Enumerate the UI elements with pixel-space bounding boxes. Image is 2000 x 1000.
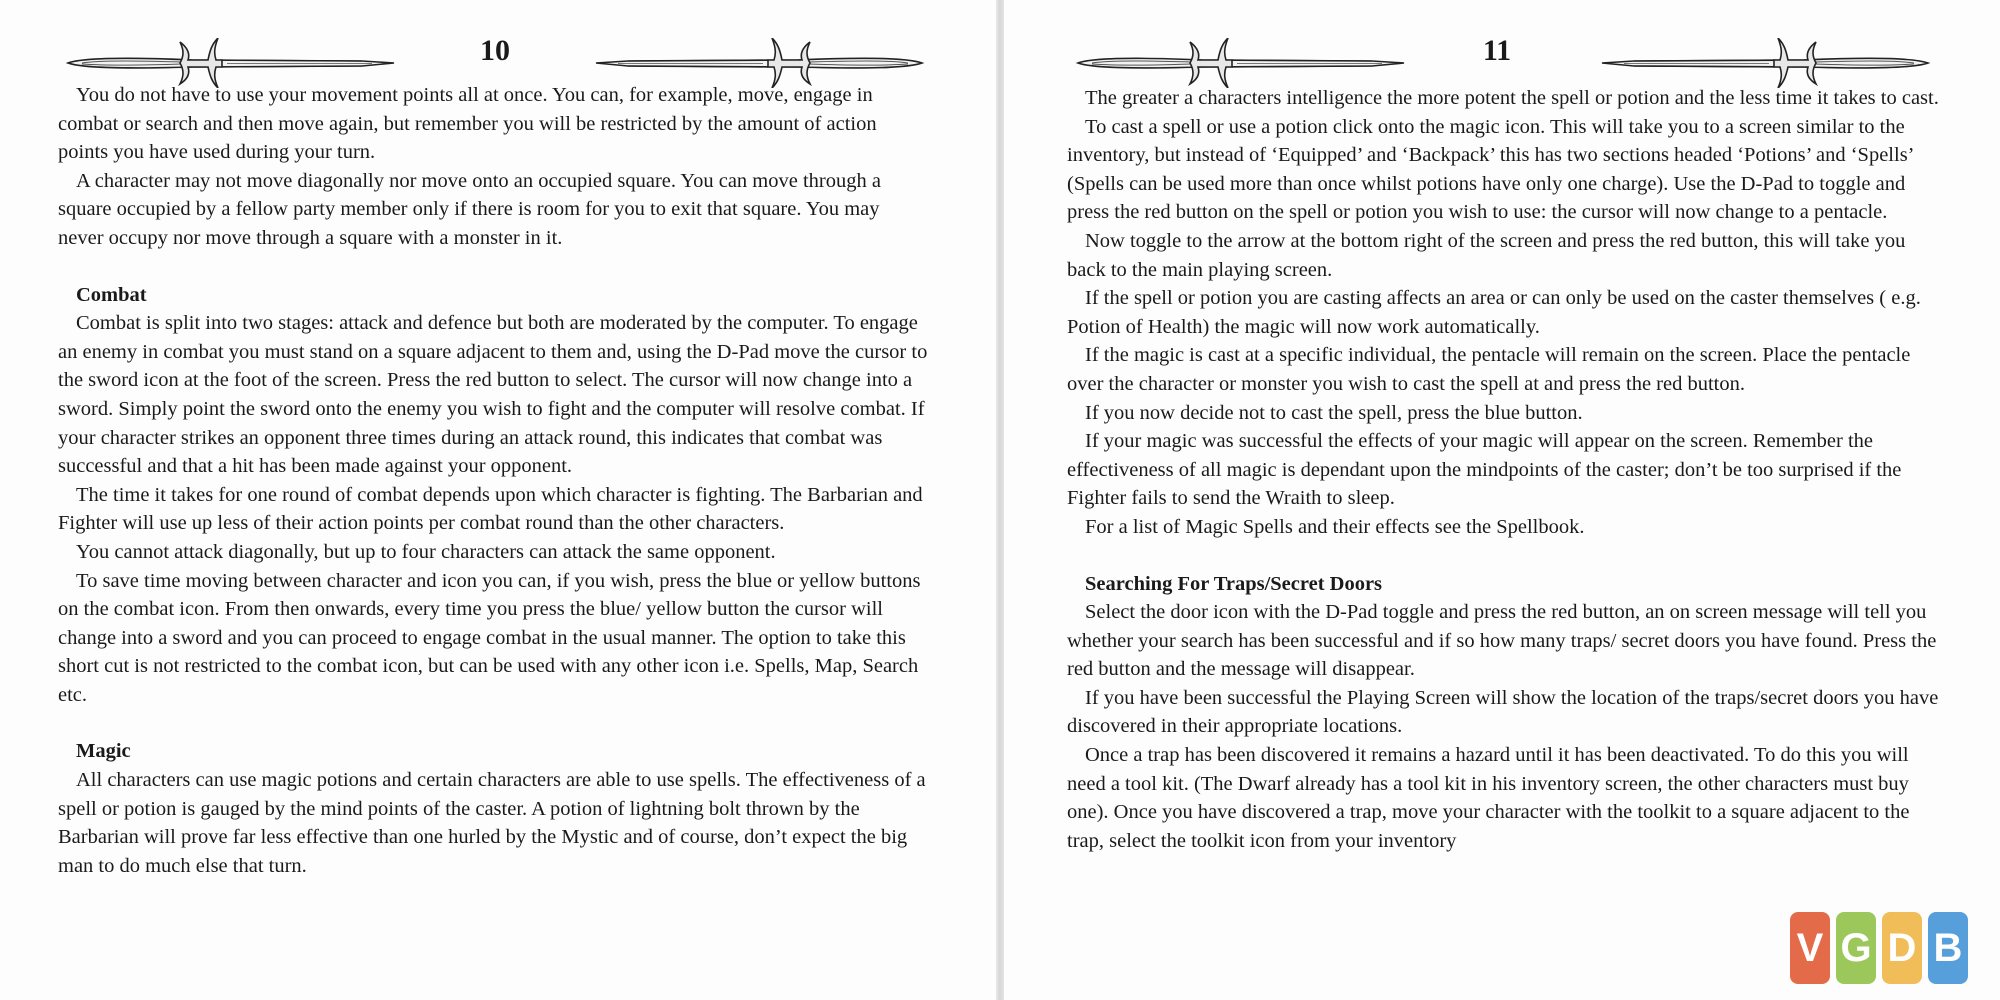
paragraph: You do not have to use your movement points all at once. You can, for example, move, engage in combat or search and then move again, but remember you will be restricted by the amount of action points you have used during your turn. xyxy=(58,84,877,164)
left-page-text xyxy=(58,81,928,880)
paragraph: If the magic is cast at a specific individual, the pentacle will remain on the screen. Place the pentacle over the character or monster you wish to cast the spell at and press the red button. xyxy=(1067,344,1911,395)
section-heading-traps: Searching For Traps/Secret Doors xyxy=(1085,572,1383,595)
watermark-letter: G xyxy=(1836,912,1876,984)
paragraph: Select the door icon with the D-Pad toggle and press the red button, an on screen message will tell you whether your search has been successful and if so how many traps/ secret doors you have found. Press the red button and the message will disappear. xyxy=(1067,601,1937,681)
section-heading-magic: Magic xyxy=(76,740,131,763)
paragraph: If you have been successful the Playing Screen will show the location of the traps/secret doors you have discovered in their appropriate locations. xyxy=(1067,686,1939,738)
watermark-letter: D xyxy=(1882,912,1922,984)
paragraph: If your magic was successful the effects of your magic will appear on the screen. Remember the effectiveness of all magic is dependant upon the mindpoints of the caster; don’t be too surprised if the Fighter fails to send the Wraith to sleep. xyxy=(1067,430,1902,510)
paragraph: To cast a spell or use a potion click onto the magic icon. This will take you to a screen similar to the inventory, but instead of ‘Equipped’ and ‘Backpack’ this has two sections headed ‘Potions’ and ‘Spells’ (Spells can be used more than once whilst potions have only one charge). Use the D-Pad to toggle and press the red button on the spell or potion you wish to use: the cursor will now change to a pentacle. xyxy=(1067,115,1913,224)
paragraph: If you now decide not to cast the spell, press the blue button. xyxy=(1085,401,1583,424)
paragraph: You cannot attack diagonally, but up to four characters can attack the same opponent. xyxy=(76,540,776,563)
paragraph: A character may not move diagonally nor move onto an occupied square. You can move through a square occupied by a fellow party member only if there is room for you to exit that square. You may never occupy nor move through a square with a monster in it. xyxy=(58,169,881,249)
page-number-right: 11 xyxy=(1482,34,1512,67)
section-heading-combat: Combat xyxy=(76,283,147,306)
book-gutter xyxy=(996,0,1004,1000)
right-page-text xyxy=(1067,84,1947,855)
watermark-letter: B xyxy=(1928,912,1968,984)
paragraph: The time it takes for one round of combat depends upon which character is fighting. The Barbarian and Fighter will use up less of their action points per combat round than the other characters. xyxy=(58,483,923,535)
paragraph: Combat is split into two stages: attack and defence but both are moderated by the computer. To engage an enemy in combat you must stand on a square adjacent to them and, using the D-Pad move the cursor to the sword icon at the foot of the screen. Press the red button to select. The cursor will now change into a sword. Simply point the sword onto the enemy you wish to fight and the computer will resolve combat. If your character strikes an opponent three times during an attack round, this indicates that combat was successful and that a hit has been made against your opponent. xyxy=(58,312,928,478)
paragraph: Once a trap has been discovered it remains a hazard until it has been deactivated. To do this you will need a tool kit. (The Dwarf already has a tool kit in his inventory screen, the other characters must buy one). Once you have discovered a trap, move your character with the toolkit to a square adjacent to the trap, select the toolkit icon from your inventory xyxy=(1067,744,1910,852)
page-number-left: 10 xyxy=(480,34,510,67)
vgdb-watermark-logo xyxy=(1790,912,1980,988)
paragraph: If the spell or potion you are casting affects an area or can only be used on the caster themselves ( e.g. Potion of Health) the magic will now work automatically. xyxy=(1067,287,1921,338)
paragraph: All characters can use magic potions and certain characters are able to use spells. The effectiveness of a spell or potion is gauged by the mind points of the caster. A potion of lightning bolt thrown by the Barbarian will prove far less effective than one hurled by the Mystic and of course, don’t expect the big man to do much else that turn. xyxy=(58,769,926,877)
left-page xyxy=(0,0,996,1000)
right-page xyxy=(1004,0,2000,1000)
watermark-letter: V xyxy=(1790,912,1830,984)
paragraph: For a list of Magic Spells and their effects see the Spellbook. xyxy=(1085,515,1585,538)
paragraph: To save time moving between character and icon you can, if you wish, press the blue or yellow buttons on the combat icon. From then onwards, every time you press the blue/ yellow button the cursor will change into a sword and you can proceed to engage combat in the usual manner. The option to take this short cut is not restricted to the combat icon, but can be used with any other icon i.e. Spells, Map, Search etc. xyxy=(58,569,921,706)
sword-ornament-icon xyxy=(1594,38,1934,88)
sword-ornament-icon xyxy=(1072,38,1412,88)
paragraph: Now toggle to the arrow at the bottom right of the screen and press the red button, this will take you back to the main playing screen. xyxy=(1067,229,1906,281)
paragraph: The greater a characters intelligence the more potent the spell or potion and the less time it takes to cast. xyxy=(1085,87,1939,109)
